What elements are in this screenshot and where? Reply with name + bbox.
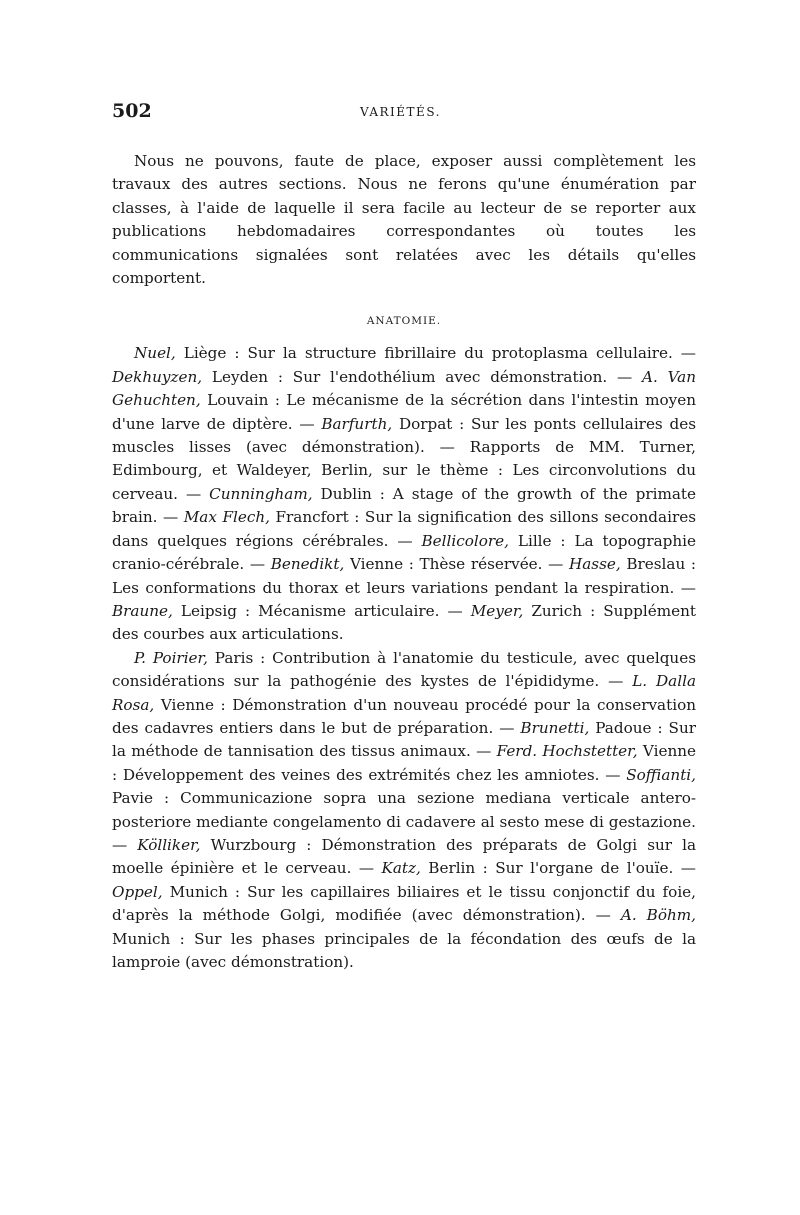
page-header	[112, 100, 692, 128]
entry-author: Nuel,	[134, 344, 176, 363]
running-head: VARIÉTÉS.	[360, 105, 441, 119]
entry-author: Kölliker,	[137, 835, 201, 854]
entry-text: Vienne : Démonstration d'un nouveau procédé pour la conservation des cadavres entiers dans le but de préparation. —	[112, 695, 696, 737]
entry-author: Brunetti,	[520, 718, 590, 737]
entry-item	[382, 859, 696, 877]
entry-author: L. Dalla Rosa,	[112, 672, 697, 714]
entry-text: Vienne : Développement des veines des extrémités chez les amniotes. —	[112, 742, 696, 784]
entry-text: Berlin : Sur l'organe de l'ouïe. —	[420, 859, 696, 878]
entries-section	[112, 342, 696, 974]
entry-author: Oppel,	[112, 882, 163, 901]
section-title: ANATOMIE.	[366, 315, 442, 328]
entry-author: Barfurth,	[321, 414, 393, 433]
entry-author: A. Böhm,	[620, 906, 696, 925]
entry-author: Dekhuyzen,	[112, 367, 203, 386]
entry-text: Francfort : Sur la signification des sillons secondaires dans quelques régions cérébrales. —	[112, 508, 696, 550]
entry-item	[112, 602, 471, 620]
entry-text: Dublin : A stage of the growth of the primate brain. —	[112, 484, 696, 527]
entry-text: Liège : Sur la structure fibrillaire du protoplasma cellulaire. —	[175, 344, 696, 363]
entry-text: Breslau : Les conformations du thorax et leurs variations pendant la respiration. —	[112, 555, 696, 597]
entry-author: Max Flech,	[183, 508, 270, 527]
entry-author: Ferd. Hochstetter,	[496, 742, 638, 761]
entry-author: Hasse,	[568, 555, 621, 574]
entry-text: Louvain : Le mécanisme de la sécrétion dans l'intestin moyen d'une larve de diptère. —	[112, 391, 696, 433]
entry-author: Cunningham,	[209, 484, 313, 503]
entry-text: Munich : Sur les capillaires biliaires et le tissu conjonctif du foie, d'après la méthode Golgi, modifiée (avec démonstration). —	[112, 882, 696, 925]
body-text	[112, 150, 696, 974]
entry-author: Benedikt,	[270, 555, 345, 574]
intro-section	[112, 150, 696, 290]
entry-text: Dorpat : Sur les ponts cellulaires des muscles lisses (avec démonstration). — Rapports de MM. Turner, Edimbourg, et Waldeyer, Berlin, sur le thème : Les circonvolutions du cerveau. —	[112, 414, 696, 503]
entry-item	[112, 649, 696, 690]
entries-paragraph	[112, 647, 696, 975]
entry-text: Pavie : Communicazione sopra una sezione mediana verticale antero-posteriore mediante congelamento di cadavere al sesto mese di gestazione. —	[112, 789, 696, 854]
entry-author: A. Van Gehuchten,	[112, 367, 696, 410]
entry-text: Leipsig : Mécanisme articulaire. —	[172, 601, 471, 620]
entry-text: Padoue : Sur la méthode de tannisation des tissus animaux. —	[112, 718, 696, 761]
entry-item	[271, 555, 569, 573]
page-number: 502	[112, 100, 152, 122]
entries-paragraph	[112, 342, 696, 646]
entry-text: Leyden : Sur l'endothélium avec démonstration. —	[202, 367, 642, 386]
entry-author: Bellicolore,	[421, 531, 509, 550]
entry-item	[112, 883, 696, 924]
entry-author: Soffianti,	[626, 765, 696, 784]
entry-item	[134, 344, 696, 362]
entry-author: Katz,	[381, 859, 421, 878]
entry-text: Zurich : Supplément des courbes aux articulations.	[112, 601, 696, 644]
entry-author: Meyer,	[470, 601, 524, 620]
entry-text: Lille : La topographie cranio-cérébrale. —	[112, 531, 696, 574]
entry-text: Munich : Sur les phases principales de la fécondation des œufs de la lamproie (avec démonstration).	[112, 929, 696, 971]
entry-text: Wurzbourg : Démonstration des préparats de Golgi sur la moelle épinière et le cerveau. —	[112, 835, 696, 878]
entry-text: Vienne : Thèse réservée. —	[344, 555, 569, 574]
entry-author: P. Poirier,	[134, 648, 208, 667]
entry-text: Paris : Contribution à l'anatomie du testicule, avec quelques considérations sur la pathogénie des kystes de l'épididyme. —	[112, 648, 696, 691]
entry-author: Braune,	[112, 601, 173, 620]
entry-item	[112, 368, 642, 386]
intro-paragraph: Nous ne pouvons, faute de place, exposer aussi complètement les travaux des autres sections. Nous ne ferons qu'une énumération par classes, à l'aide de laquelle il sera facile au lecteur de se reporter aux publications hebdomadaires correspondantes où toutes les communications signalées sont relatées avec les détails qu'elles comportent.	[112, 152, 696, 288]
